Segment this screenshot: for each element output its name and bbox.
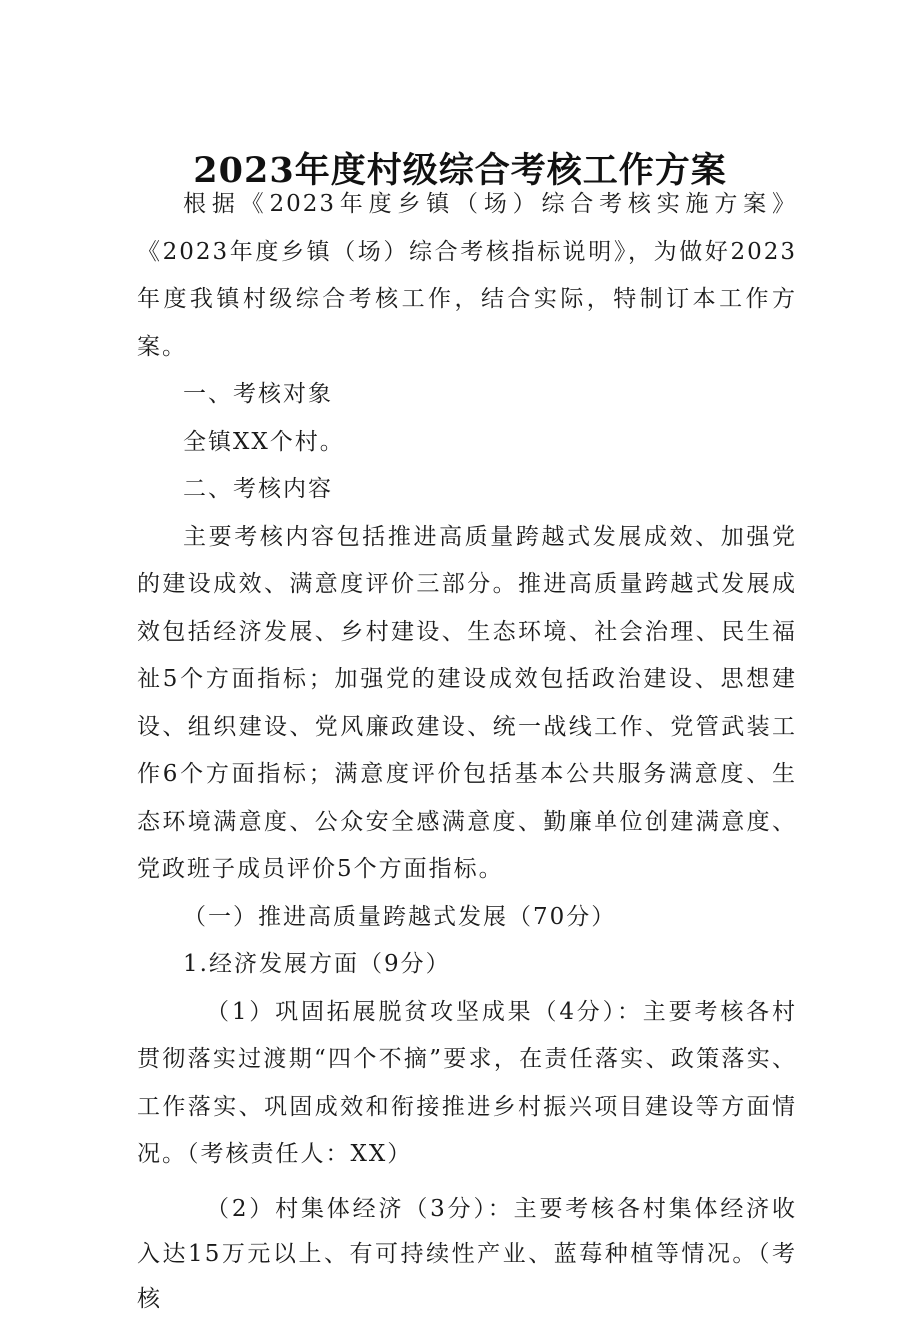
item-paragraph: （1）巩固拓展脱贫攻坚成果（4分）：主要考核各村贯彻落实过渡期“四个不摘”要求，在责任落实、政策落实、工作落实、巩固成效和衔接推进乡村振兴项目建设等方面情况。（考核责任人：XX） [137,998,797,1167]
intro-paragraph: 根据《2023年度乡镇（场）综合考核实施方案》《2023年度乡镇（场）综合考核指标说明》，为做好2023年度我镇村级综合考核工作，结合实际，特制订本工作方案。 [137,191,797,360]
document-body [137,181,797,1322]
subsection-heading: （一）推进高质量跨越式发展（70分） [183,903,617,930]
section-heading-2: 二、考核内容 [183,476,333,502]
item-heading: 1.经济发展方面（9分） [183,951,451,977]
document-title: 2023年度村级综合考核工作方案 [193,150,727,192]
body-paragraph: 主要考核内容包括推进高质量跨越式发展成效、加强党的建设成效、满意度评价三部分。推进高质量跨越式发展成效包括经济发展、乡村建设、生态环境、社会治理、民生福祉5个方面指标；加强党的建设成效包括政治建设、思想建设、组织建设、党风廉政建设、统一战线工作、党管武装工作6个方面指标；满意度评价包括基本公共服务满意度、生态环境满意度、公众安全感满意度、勤廉单位创建满意度、党政班子成员评价5个方面指标。 [137,523,797,882]
body-paragraph: 全镇XX个村。 [183,428,345,455]
section-heading-1: 一、考核对象 [183,381,333,407]
item-paragraph: （2）村集体经济（3分）：主要考核各村集体经济收入达15万元以上、有可持续性产业、蓝莓种植等情况。（考核 [137,1195,797,1312]
